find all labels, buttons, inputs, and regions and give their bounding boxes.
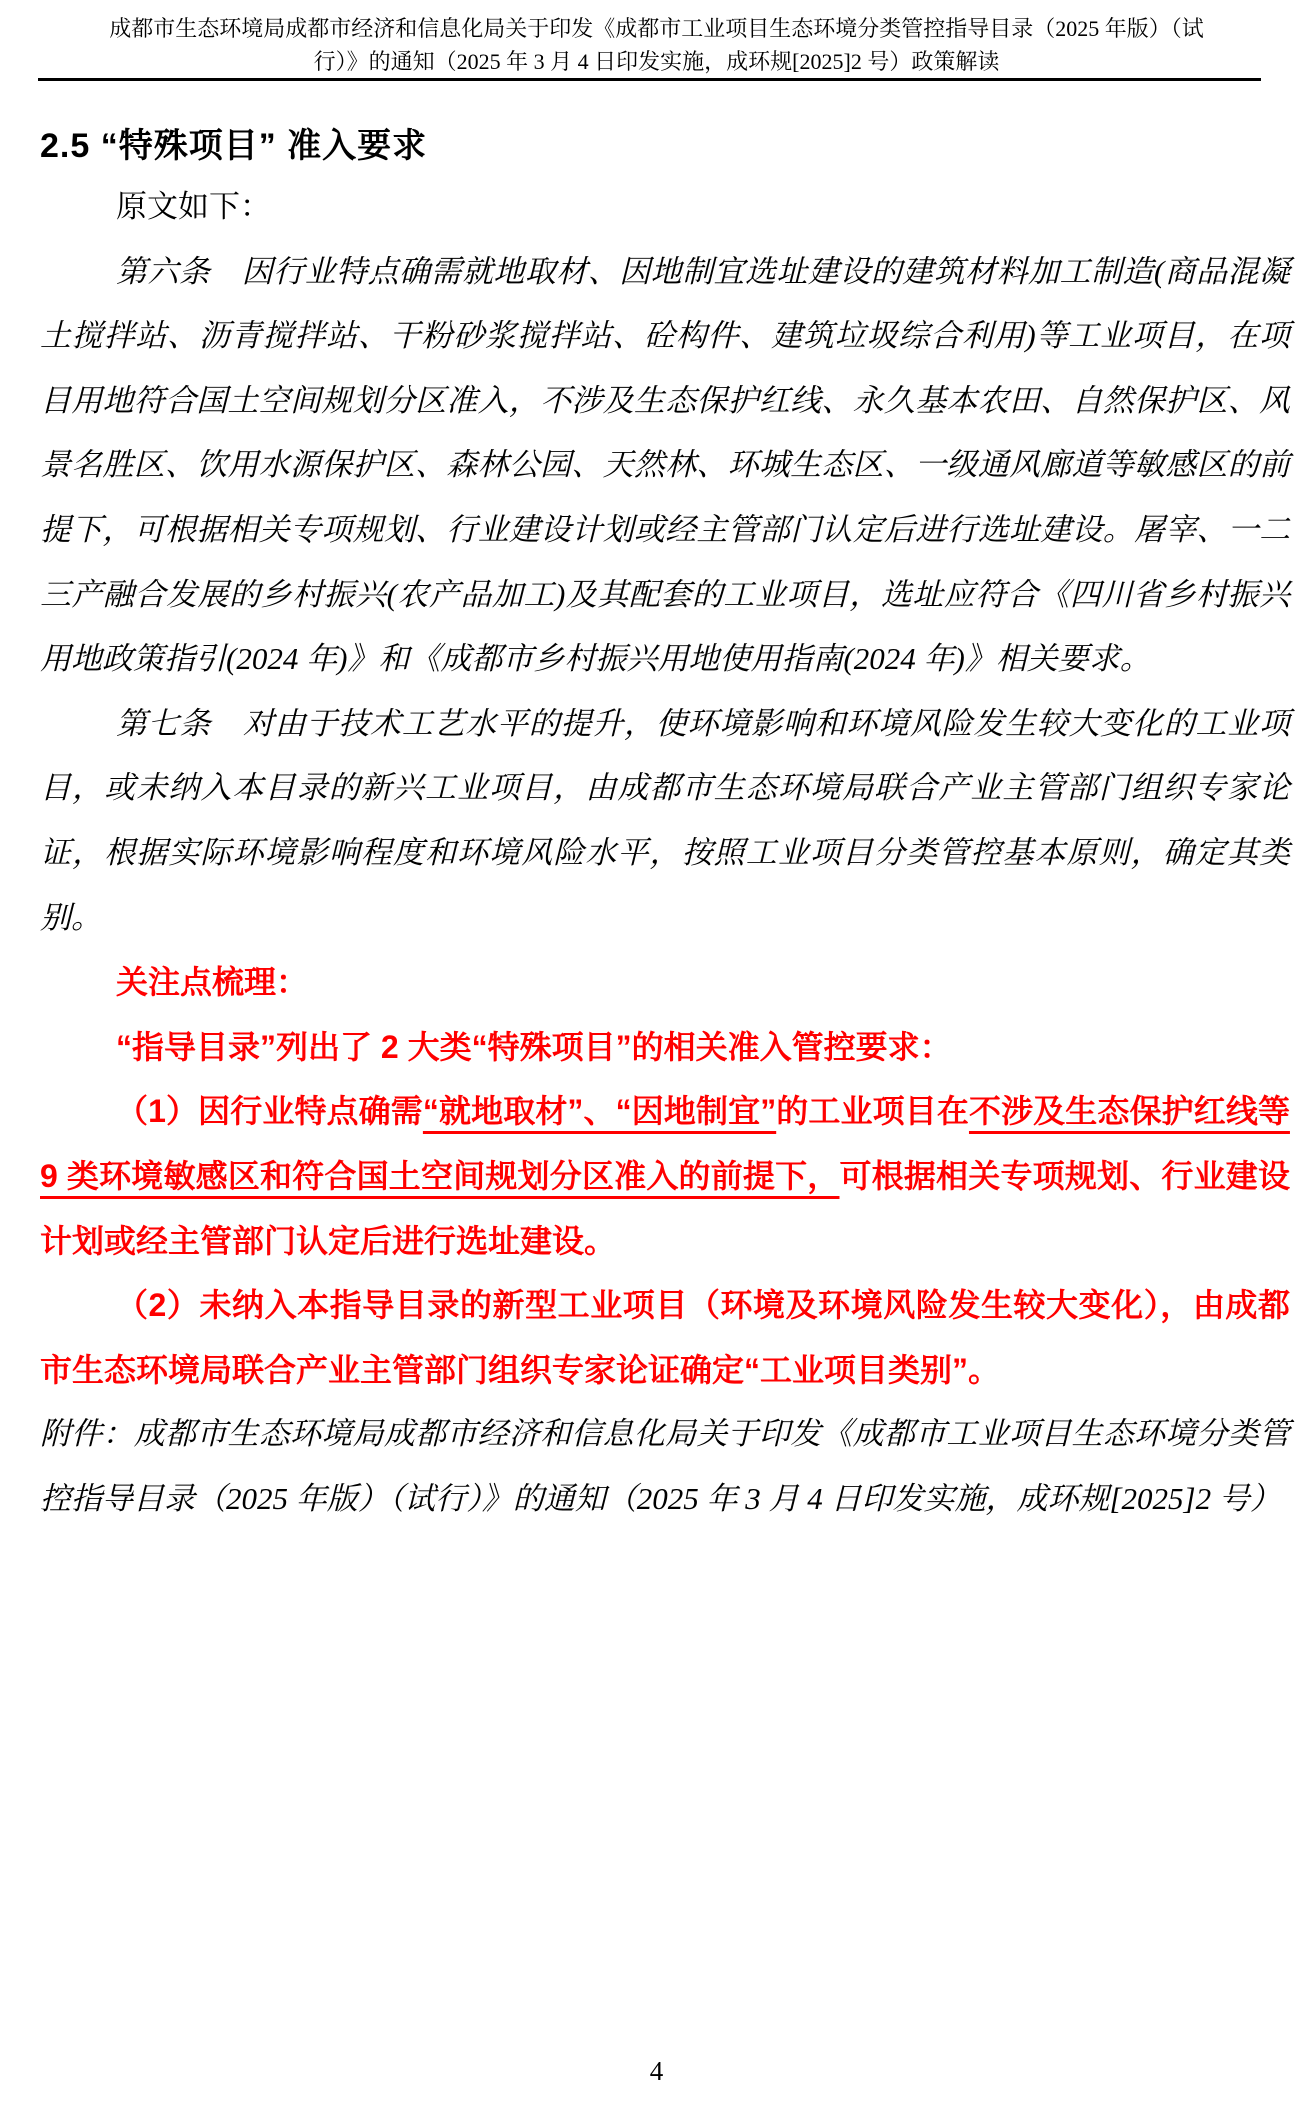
page-number: 4	[649, 2056, 664, 2086]
document-body	[40, 175, 1290, 1531]
quote-article-7: 第七条 对由于技术工艺水平的提升，使环境影响和环境风险发生较大变化的工业项目，或未纳入本目录的新兴工业项目，由成都市生态环境局联合产业主管部门组织专家论证，根据实际环境影响程度和环境风险水平，按照工业项目分类管控基本原则，确定其类别。	[40, 705, 1290, 935]
header-title-line-2: 行）》的通知（2025 年 3 月 4 日印发实施，成环规[2025]2 号）政策解读	[313, 49, 1000, 74]
header-divider-rule	[38, 78, 1261, 81]
point1-underlined-terms: “就地取材”、“因地制宜”	[422, 1093, 777, 1130]
highlights-title: 关注点梳理：	[116, 964, 309, 1001]
highlight-point-1	[40, 1079, 1290, 1273]
point1-underlined-condition: 不涉及生态保护红线等 9 类环境敏感区和符合国土空间规划分区准入的前提下，	[40, 1093, 1290, 1194]
point1-middle-text: 的工业项目在	[776, 1093, 969, 1130]
header-title-line-1: 成都市生态环境局成都市经济和信息化局关于印发《成都市工业项目生态环境分类管控指导目录（2025 年版）（试	[109, 16, 1204, 41]
intro-label: 原文如下：	[116, 189, 271, 224]
point1-lead-text: （1）因行业特点确需	[116, 1093, 423, 1130]
attachment-note: 附件：成都市生态环境局成都市经济和信息化局关于印发《成都市工业项目生态环境分类管控指导目录（2025 年版）（试行）》的通知（2025 年 3 月 4 日印发实施，成环规[2025]2 号）	[40, 1416, 1290, 1516]
document-header	[45, 12, 1268, 78]
point1-tail-text: 可根据相关专项规划、行业建设计划或经主管部门认定后进行选址建设。	[40, 1157, 1290, 1259]
section-heading: 2.5 “特殊项目” 准入要求	[40, 127, 428, 165]
highlight-point-2: （2）未纳入本指导目录的新型工业项目（环境及环境风险发生较大变化），由成都市生态环境局联合产业主管部门组织专家论证确定“工业项目类别”。	[40, 1287, 1290, 1388]
quote-article-6: 第六条 因行业特点确需就地取材、因地制宜选址建设的建筑材料加工制造(商品混凝土搅拌站、沥青搅拌站、干粉砂浆搅拌站、砼构件、建筑垃圾综合利用)等工业项目，在项目用地符合国土空间规划分区准入，不涉及生态保护红线、永久基本农田、自然保护区、风景名胜区、饮用水源保护区、森林公园、天然林、环城生态区、一级通风廊道等敏感区的前提下，可根据相关专项规划、行业建设计划或经主管部门认定后进行选址建设。屠宰、一二三产融合发展的乡村振兴(农产品加工)及其配套的工业项目，选址应符合《四川省乡村振兴用地政策指引(2024 年)》和《成都市乡村振兴用地使用指南(2024 年)》相关要求。	[40, 253, 1290, 677]
highlights-summary: “指导目录”列出了 2 大类“特殊项目”的相关准入管控要求：	[116, 1028, 952, 1065]
